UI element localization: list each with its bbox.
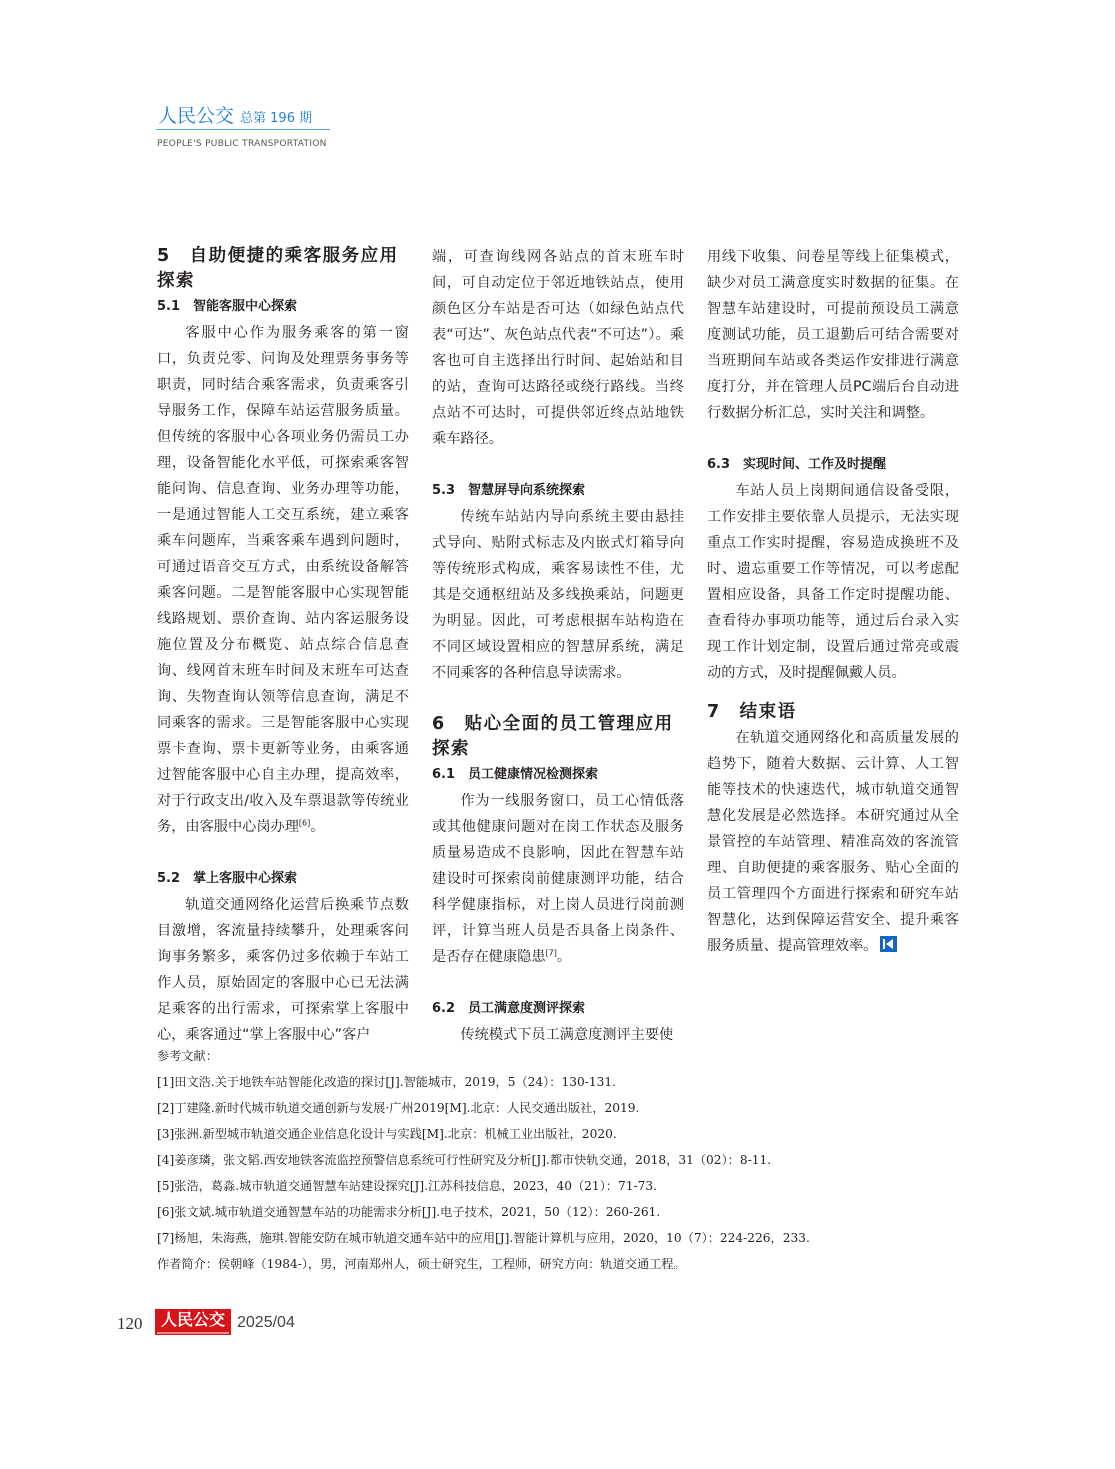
reference-item: [5]张浩，葛淼.城市轨道交通智慧车站建设探究[J].江苏科技信息，2023，40（21）：71-73.: [157, 1179, 657, 1193]
reference-item: [2]丁建隆.新时代城市轨道交通创新与发展·广州2019[M].北京：人民交通出版社，2019.: [157, 1101, 640, 1115]
column-2: [432, 244, 684, 1048]
column-3: [707, 244, 959, 959]
section-6-2-heading: 6.2 员工满意度测评探索: [432, 1001, 586, 1016]
header-divider: [156, 129, 330, 130]
issue-number: 总第 196 期: [240, 111, 313, 126]
citation-7: [7]: [545, 948, 557, 958]
section-6-3-paragraph: 车站人员上岗期间通信设备受限，工作安排主要依靠人员提示，无法实现重点工作实时提醒，容易造成换班不及时、遗忘重要工作等情况，可以考虑配置相应设备，具备工作定时提醒功能、查看待办事项功能等，通过后台录入实现工作计划定制，设置后通过常亮或震动的方式，及时提醒佩戴人员。: [707, 483, 959, 681]
citation-6: [6]: [298, 818, 311, 828]
reference-item: [4]姜彦璘，张文韬.西安地铁客流监控预警信息系统可行性研究及分析[J].都市快轨交通，2018，31（02）：8-11.: [157, 1153, 772, 1167]
section-6-heading: 6 贴心全面的员工管理应用探索: [432, 714, 674, 759]
journal-logo-text: 人民公交: [160, 1310, 225, 1329]
section-5-2-paragraph: 轨道交通网络化运营后换乘节点数目激增，客流量持续攀升，处理乘客问询事务繁多，乘客仍过多依赖于车站工作人员，原始固定的客服中心已无法满足乘客的出行需求，可探索掌上客服中心，乘客通过“掌上客服中心”客户: [157, 897, 409, 1043]
reference-item: [1]田文浩.关于地铁车站智能化改造的探讨[J].智能城市，2019，5（24）：130-131.: [157, 1075, 616, 1089]
section-5-heading: 5 自助便捷的乘客服务应用探索: [157, 246, 399, 291]
section-7-paragraph: 在轨道交通网络化和高质量发展的趋势下，随着大数据、云计算、人工智能等技术的快速迭代，城市轨道交通智慧化发展是必然选择。本研究通过从全景管控的车站管理、精准高效的客流管理、自助便捷的乘客服务、贴心全面的员工管理四个方面进行探索和研究车站智慧化，达到保障运营安全、提升乘客服务质量、提高管理效率。: [707, 730, 959, 954]
issue-date: 2025/04: [237, 1314, 295, 1331]
journal-header: [158, 101, 312, 128]
section-6-1-paragraph: 作为一线服务窗口，员工心情低落或其他健康问题对在岗工作状态及服务质量易造成不良影响，因此在智慧车站建设时可探索岗前健康测评功能，结合科学健康指标，对上岗人员进行岗前测评，计算当班人员是否具备上岗条件、是否存在健康隐患[7]。: [432, 793, 684, 965]
page-number: 120: [117, 1314, 143, 1333]
column-1: [157, 244, 409, 1048]
reference-item: [7]杨旭，朱海燕，施琪.智能安防在城市轨道交通车站中的应用[J].智能计算机与应用，2020，10（7）：224-226，233.: [157, 1231, 810, 1245]
journal-logo: [155, 1309, 231, 1335]
section-6-3-heading: 6.3 实现时间、工作及时提醒: [707, 457, 887, 472]
logo-underline: [157, 1332, 229, 1334]
section-5-2-paragraph-continued: 端，可查询线网各站点的首末班车时间，可自动定位于邻近地铁站点，使用颜色区分车站是否可达（如绿色站点代表“可达”、灰色站点代表“不可达”）。乘客也可自主选择出行时间、起始站和目的站，查询可达路径或绕行路线。当终点站不可达时，可提供邻近终点站地铁乘车路径。: [432, 249, 684, 447]
section-5-2-heading: 5.2 掌上客服中心探索: [157, 871, 298, 886]
section-6-2-paragraph: 传统模式下员工满意度测评主要使: [460, 1027, 674, 1043]
journal-subtitle: PEOPLE'S PUBLIC TRANSPORTATION: [157, 139, 327, 149]
reference-item: [3]张洲.新型城市轨道交通企业信息化设计与实践[M].北京：机械工业出版社，2020.: [157, 1127, 617, 1141]
section-5-3-heading: 5.3 智慧屏导向系统探索: [432, 483, 586, 498]
section-6-2-paragraph-continued: 用线下收集、问卷星等线上征集模式，缺少对员工满意度实时数据的征集。在智慧车站建设时，可提前预设员工满意度测试功能，员工退勤后可结合需要对当班期间车站或各类运作安排进行满意度打分，并在管理人员PC端后台自动进行数据分析汇总，实时关注和调整。: [707, 249, 959, 421]
end-of-article-icon: [880, 936, 897, 952]
references: [157, 1043, 957, 1277]
author-bio: 作者简介：侯朝峰（1984-），男，河南郑州人，硕士研究生，工程师，研究方向：轨道交通工程。: [157, 1257, 686, 1271]
reference-item: [6]张文斌.城市轨道交通智慧车站的功能需求分析[J].电子技术，2021，50（12）：260-261.: [157, 1205, 661, 1219]
section-5-3-paragraph: 传统车站站内导向系统主要由悬挂式导向、贴附式标志及内嵌式灯箱导向等传统形式构成，乘客易读性不佳，尤其是交通枢纽站及多线换乘站，问题更为明显。因此，可考虑根据车站构造在不同区域设置相应的智慧屏系统，满足不同乘客的各种信息导读需求。: [432, 509, 684, 681]
references-heading: 参考文献：: [157, 1049, 218, 1063]
section-7-heading: 7 结束语: [707, 702, 797, 722]
section-5-1-heading: 5.1 智能客服中心探索: [157, 299, 298, 314]
section-5-1-paragraph: 客服中心作为服务乘客的第一窗口，负责兑零、问询及处理票务事务等职责，同时结合乘客需求，负责乘客引导服务工作，保障车站运营服务质量。但传统的客服中心各项业务仍需员工办理，设备智能化水平低，可探索乘客智能问询、信息查询、业务办理等功能，一是通过智能人工交互系统，建立乘客乘车问题库，当乘客乘车遇到问题时，可通过语音交互方式，由系统设备解答乘客问题。二是智能客服中心实现智能线路规划、票价查询、站内客运服务设施位置及分布概览、站点综合信息查询、线网首末班车时间及末班车可达查询、失物查询认领等信息查询，满足不同乘客的需求。三是智能客服中心实现票卡查询、票卡更新等业务，由乘客通过智能客服中心自主办理，提高效率，对于行政支出/收入及车票退款等传统业务，由客服中心岗办理[6]。: [157, 325, 409, 835]
section-6-1-heading: 6.1 员工健康情况检测探索: [432, 767, 599, 782]
journal-title: 人民公交: [158, 105, 235, 127]
